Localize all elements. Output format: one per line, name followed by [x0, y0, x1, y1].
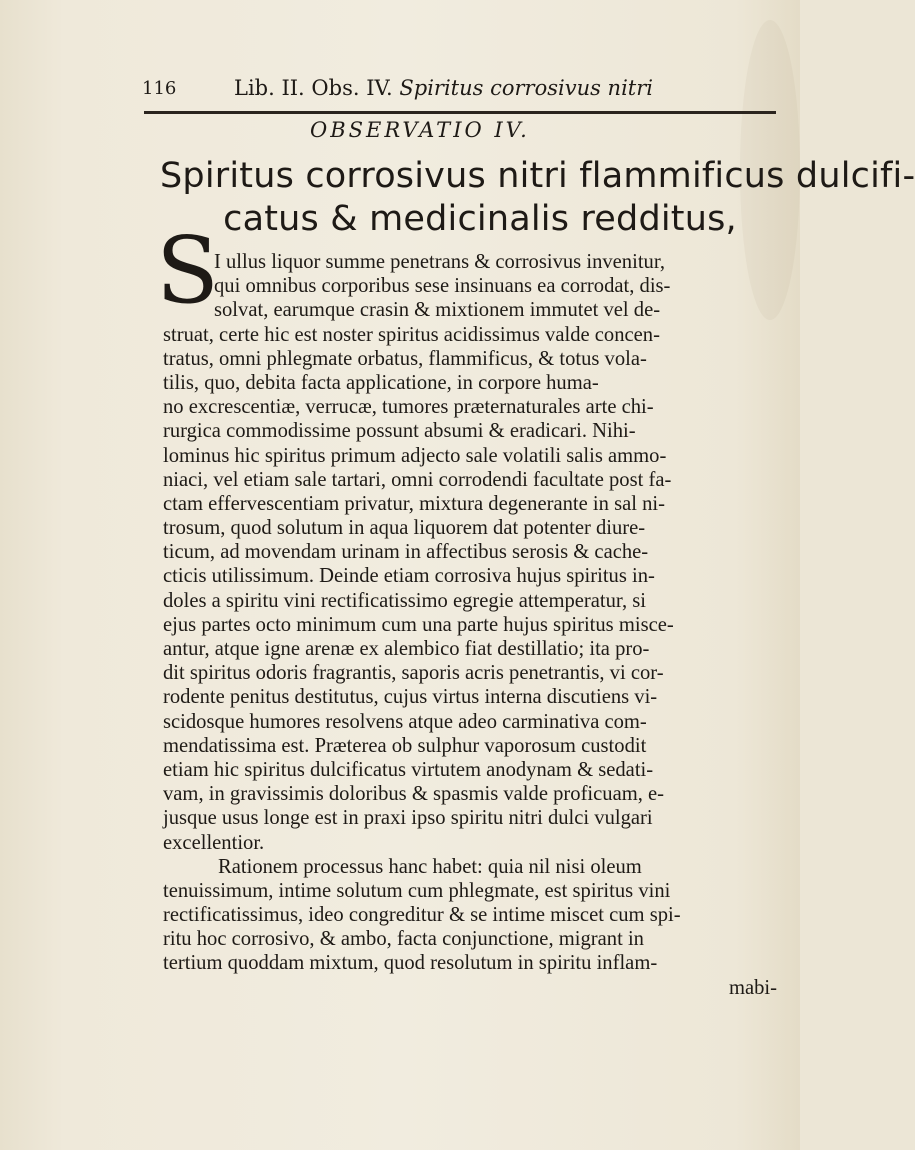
body-line: doles a spiritu vini rectificatissimo egregie attemperatur, si	[163, 589, 646, 612]
drop-cap: S	[156, 217, 220, 324]
body-line: I ullus liquor summe penetrans & corrosivus invenitur,	[214, 251, 666, 273]
running-head-book: Lib. II.	[234, 76, 305, 100]
page-header	[142, 76, 780, 106]
header-rule	[144, 111, 776, 114]
body-line: etiam hic spiritus dulcificatus virtutem anodynam & sedati-	[163, 758, 654, 781]
running-head	[234, 76, 653, 100]
body-line: tilis, quo, debita facta applicatione, in corpore huma-	[163, 371, 599, 394]
body-line: tratus, omni phlegmate orbatus, flammificus, & totus vola-	[163, 347, 647, 370]
body-line: ejus partes octo minimum cum una parte hujus spiritus misce-	[163, 613, 674, 636]
body-line: lominus hic spiritus primum adjecto sale volatili salis ammo-	[163, 444, 667, 467]
body-line: jusque usus longe est in praxi ipso spiritu nitri dulci vulgari	[163, 807, 653, 830]
body-line: scidosque humores resolvens atque adeo carminativa com-	[163, 710, 647, 733]
body-line: no excrescentiæ, verrucæ, tumores præternaturales arte chi-	[163, 396, 654, 419]
body-line: rectificatissimus, ideo congreditur & se intime miscet cum spi-	[163, 904, 681, 927]
body-line: mabi-	[728, 976, 777, 999]
body-line: vam, in gravissimis doloribus & spasmis valde proficuam, e-	[163, 783, 665, 806]
body-line: ctam effervescentiam privatur, mixtura degenerante in sal ni-	[163, 492, 665, 515]
title-line-2: catus & medicinalis redditus,	[223, 199, 737, 239]
body-line: rurgica commodissime possunt absumi & eradicari. Nihi-	[163, 420, 636, 443]
chapter-title	[160, 155, 915, 241]
body-line: cticis utilissimum. Deinde etiam corrosiva hujus spiritus in-	[163, 565, 655, 588]
body-line: excellentior.	[163, 831, 265, 854]
body-line: trosum, quod solutum in aqua liquorem dat potenter diure-	[163, 517, 646, 540]
body-line: mendatissima est. Præterea ob sulphur vaporosum custodit	[163, 734, 647, 757]
body-line: tenuissimum, intime solutum cum phlegmate, est spiritus vini	[163, 879, 671, 902]
body-line: qui omnibus corporibus sese insinuans ea corrodat, dis-	[214, 275, 671, 298]
title-line-1: Spiritus corrosivus nitri flammificus dulcifi-	[160, 156, 915, 196]
body-line: dit spiritus odoris fragrantis, saporis acris penetrantis, vi cor-	[163, 662, 664, 685]
running-head-obs: Obs. IV.	[311, 76, 393, 100]
page-number: 116	[142, 78, 177, 99]
body-line: struat, certe hic est noster spiritus acidissimus valde concen-	[163, 323, 660, 346]
body-line: Rationem processus hanc habet: quia nil nisi oleum	[218, 855, 642, 878]
body-line: niaci, vel etiam sale tartari, omni corrodendi facultate post fa-	[163, 468, 672, 491]
body-line: solvat, earumque crasin & mixtionem immutet vel de-	[214, 299, 661, 322]
body-line: tertium quoddam mixtum, quod resolutum in spiritu inflam-	[163, 952, 658, 975]
running-head-section: Spiritus corrosivus nitri	[399, 76, 653, 100]
body-text	[163, 250, 787, 1000]
body-line: rodente penitus destitutus, cujus virtus interna discutiens vi-	[163, 686, 658, 709]
body-line: ticum, ad movendam urinam in affectibus serosis & cache-	[163, 541, 649, 564]
body-line: ritu hoc corrosivo, & ambo, facta conjunctione, migrant in	[163, 928, 644, 951]
body-line: antur, atque igne arenæ ex alembico fiat destillatio; ita pro-	[163, 638, 650, 660]
observation-heading: OBSERVATIO IV.	[310, 118, 530, 142]
